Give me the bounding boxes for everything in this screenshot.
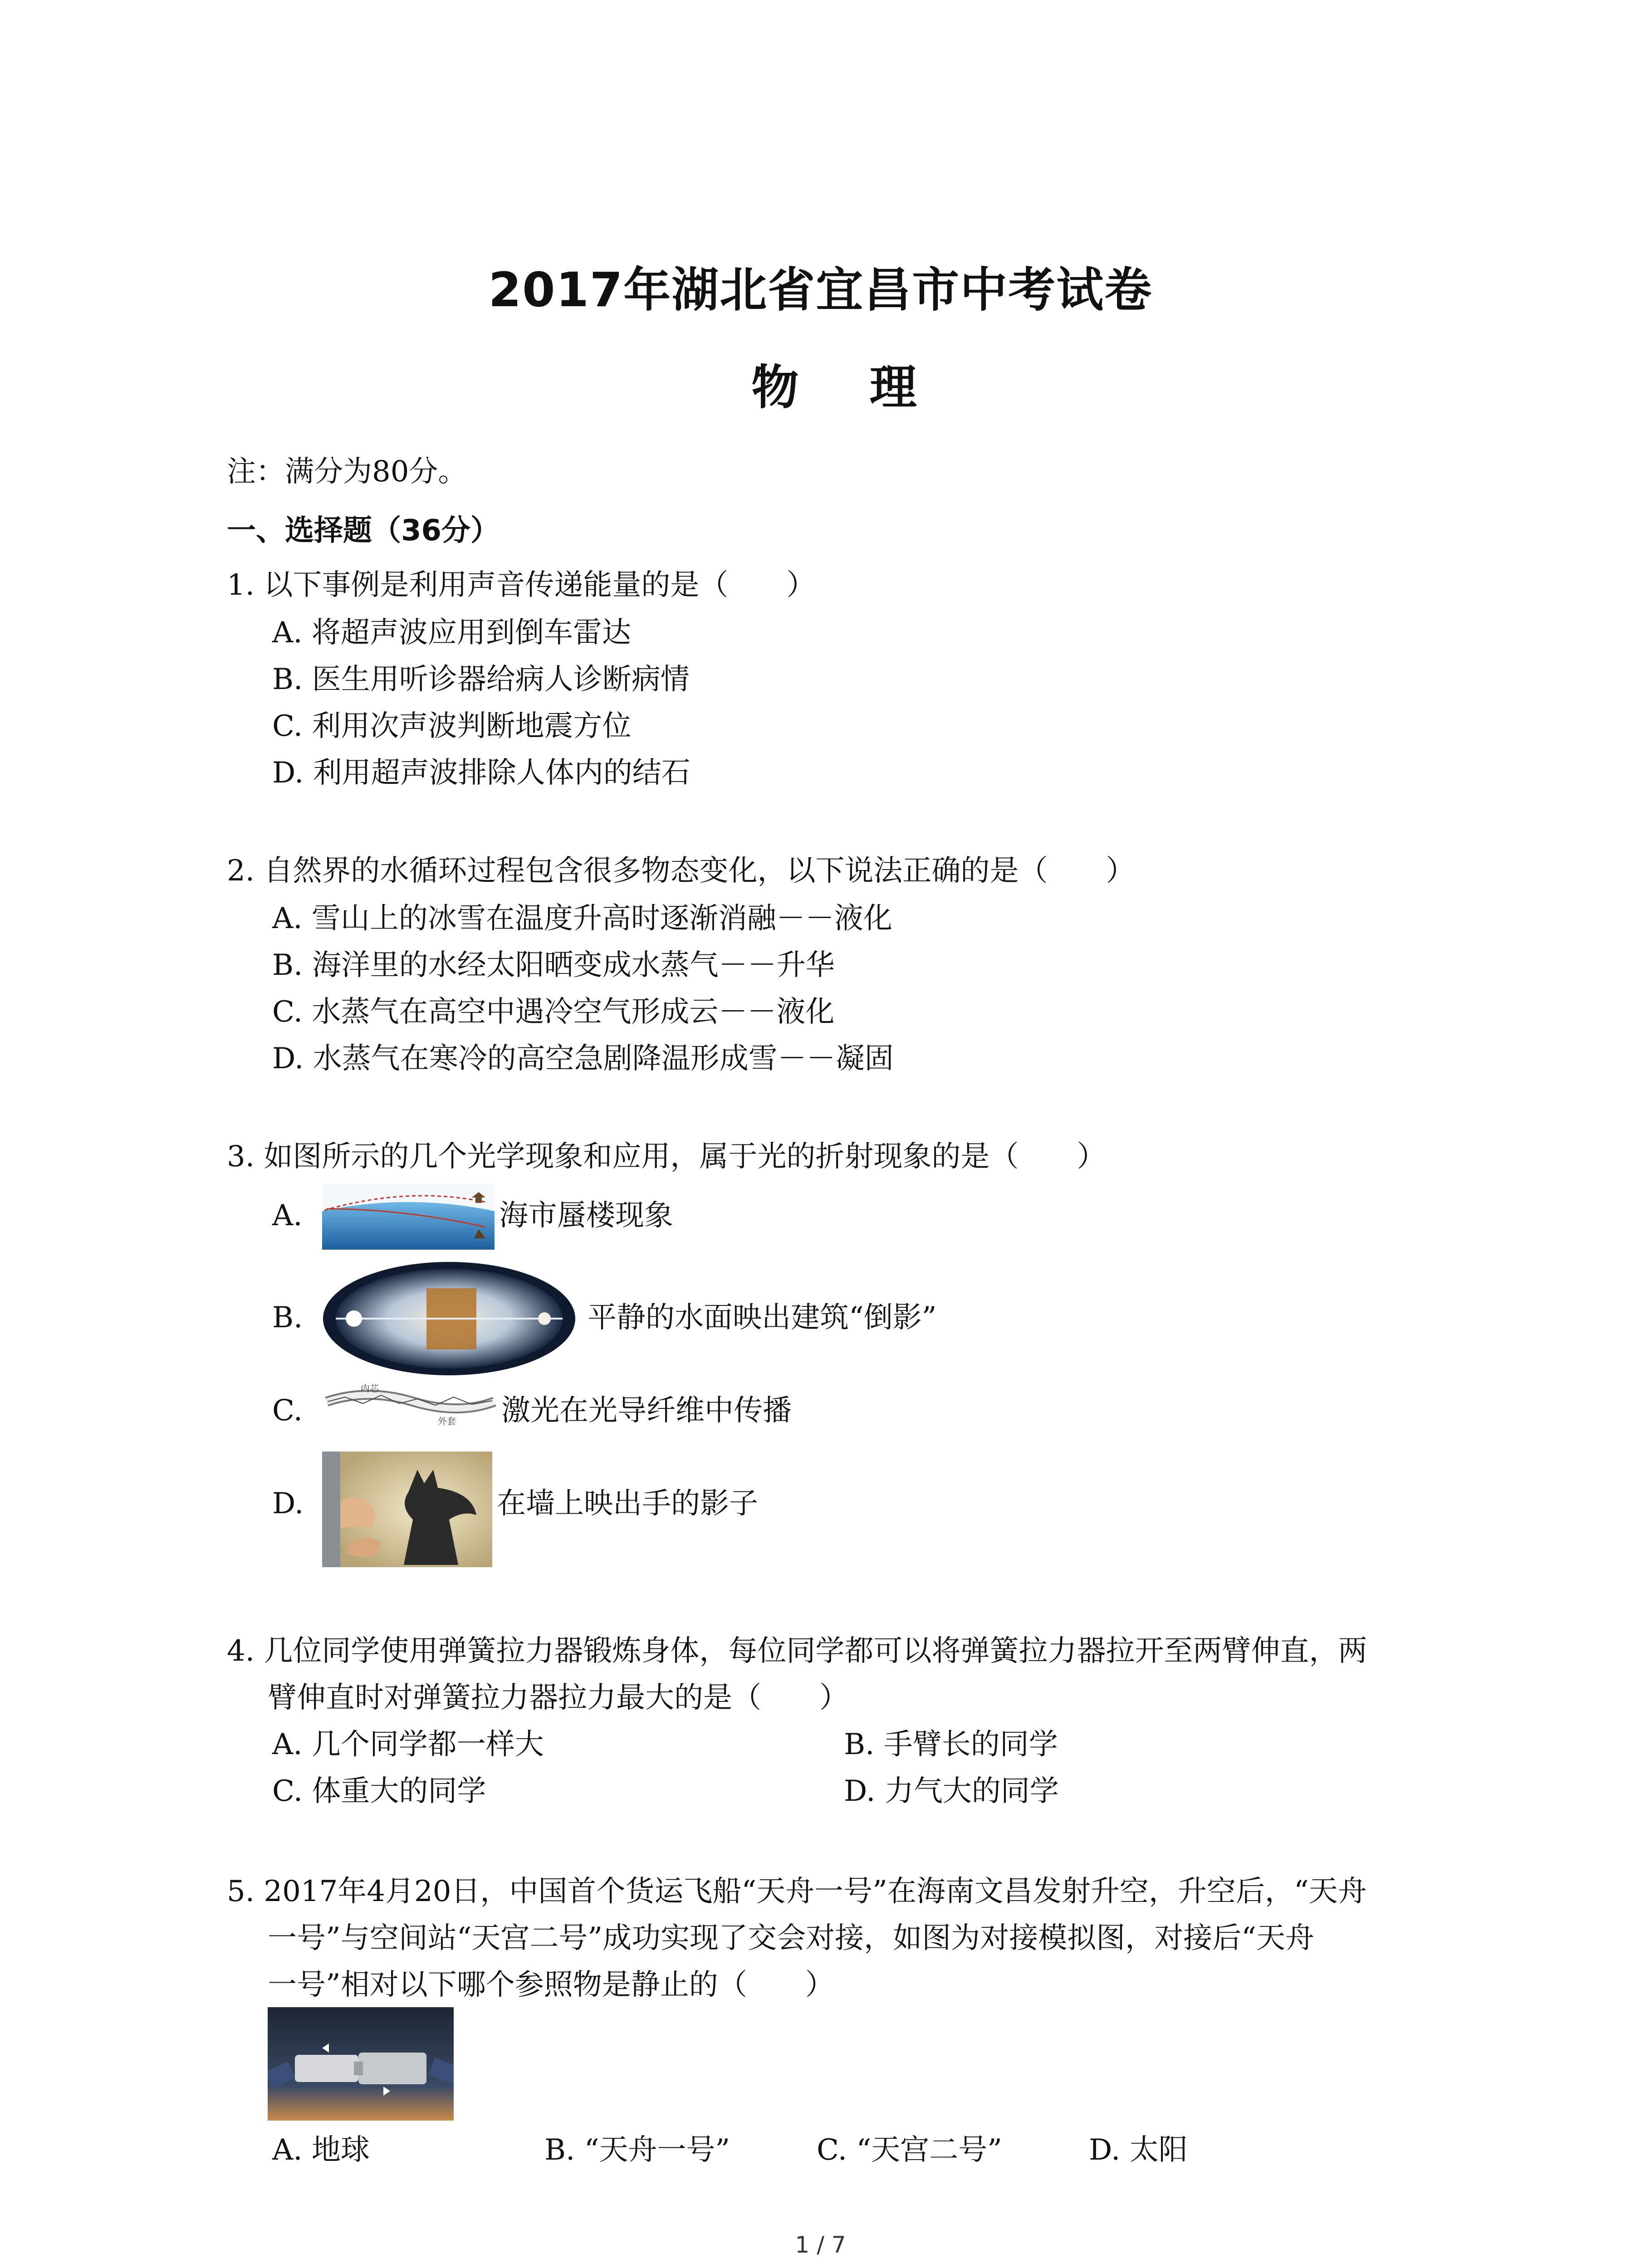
question-3-option-c-letter: C. (272, 1394, 303, 1427)
water-reflection-figure (322, 1261, 576, 1377)
question-3-option-c-text: 激光在光导纤维中传播 (501, 1394, 792, 1427)
question-5-stem-line1: 5. 2017年4月20日，中国首个货运飞船“天舟一号”在海南文昌发射升空，升空后，“天舟 (227, 1875, 1367, 1908)
question-1-option-c: C. 利用次声波判断地震方位 (272, 709, 632, 743)
question-2-option-d: D. 水蒸气在寒冷的高空急剧降温形成雪－－凝固 (272, 1042, 894, 1075)
question-1-stem: 1. 以下事例是利用声音传递能量的是（ ） (227, 568, 816, 602)
mirage-figure (322, 1184, 495, 1250)
question-3-option-a-letter: A. (272, 1199, 303, 1232)
hand-shadow-figure (322, 1452, 492, 1567)
subject-title: 物 理 (751, 360, 944, 415)
score-note: 注：满分为80分。 (227, 455, 467, 489)
question-3-option-b-letter: B. (272, 1301, 303, 1334)
page-number: 1 / 7 (795, 2232, 846, 2258)
exam-title: 2017年湖北省宜昌市中考试卷 (488, 262, 1153, 318)
question-2-option-a: A. 雪山上的冰雪在温度升高时逐渐消融－－液化 (272, 902, 892, 935)
docking-figure (268, 2007, 454, 2121)
optical-fiber-figure (322, 1383, 499, 1433)
question-4-stem-line2: 臂伸直时对弹簧拉力器拉力最大的是（ ） (268, 1681, 848, 1715)
question-5-stem-line3: 一号”相对以下哪个参照物是静止的（ ） (268, 1968, 834, 2002)
question-5-stem-line2: 一号”与空间站“天宫二号”成功实现了交会对接，如图为对接模拟图，对接后“天舟 (268, 1921, 1314, 1955)
question-4-option-b: B. 手臂长的同学 (844, 1728, 1058, 1761)
question-3-option-d-letter: D. (272, 1487, 304, 1520)
question-1-option-d: D. 利用超声波排除人体内的结石 (272, 756, 691, 790)
question-5-option-b: B. “天舟一号” (544, 2133, 730, 2167)
question-4-stem-line1: 4. 几位同学使用弹簧拉力器锻炼身体，每位同学都可以将弹簧拉力器拉开至两臂伸直，两 (227, 1634, 1367, 1668)
section-heading: 一、选择题（36分） (227, 514, 500, 547)
fiber-core-label: 内芯 (361, 1383, 379, 1394)
question-5-option-d: D. 太阳 (1089, 2133, 1188, 2167)
fiber-cladding-label: 外套 (438, 1416, 456, 1427)
question-5-option-c: C. “天宫二号” (817, 2133, 1002, 2167)
question-4-option-c: C. 体重大的同学 (272, 1774, 486, 1808)
question-5-option-a: A. 地球 (272, 2133, 370, 2167)
question-3-stem: 3. 如图所示的几个光学现象和应用，属于光的折射现象的是（ ） (227, 1140, 1106, 1173)
question-3-option-b-text: 平静的水面映出建筑“倒影” (588, 1301, 937, 1334)
question-4-option-d: D. 力气大的同学 (844, 1774, 1059, 1808)
question-3-option-a-text: 海市蜃楼现象 (499, 1199, 673, 1232)
question-1-option-a: A. 将超声波应用到倒车雷达 (272, 616, 631, 650)
question-2-stem: 2. 自然界的水循环过程包含很多物态变化，以下说法正确的是（ ） (227, 854, 1135, 888)
question-1-option-b: B. 医生用听诊器给病人诊断病情 (272, 663, 690, 696)
question-3-option-d-text: 在墙上映出手的影子 (497, 1487, 758, 1520)
question-2-option-b: B. 海洋里的水经太阳晒变成水蒸气－－升华 (272, 948, 835, 982)
question-2-option-c: C. 水蒸气在高空中遇冷空气形成云－－液化 (272, 995, 835, 1029)
question-4-option-a: A. 几个同学都一样大 (272, 1728, 544, 1761)
